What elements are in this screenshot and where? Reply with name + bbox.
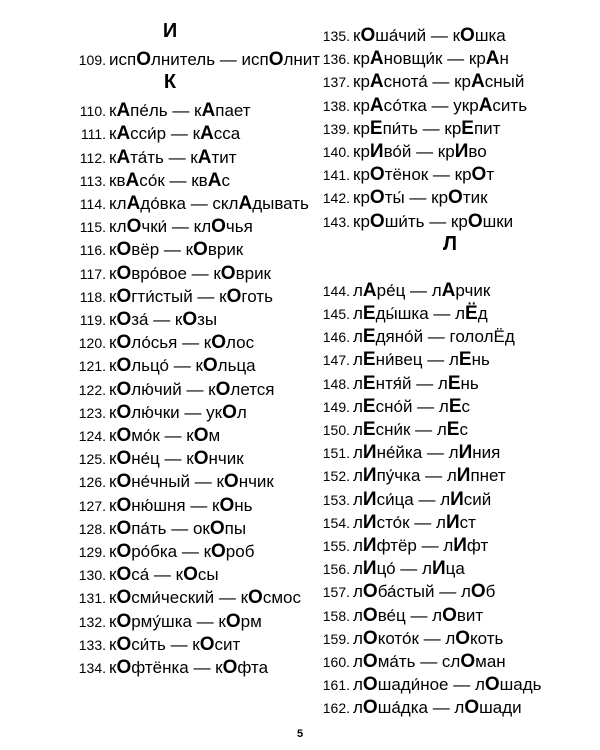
highlighted-letter: И (362, 488, 377, 510)
highlighted-letter: О (126, 216, 142, 238)
highlighted-letter: О (116, 239, 132, 261)
word-pair-entry (318, 372, 479, 396)
word-pair-entry (74, 122, 240, 146)
word-pair-text: кОрму́шка — кОрм (109, 610, 262, 632)
word-pair-text: лОба́стый — лОб (353, 581, 496, 603)
word-pair-entry (318, 650, 506, 674)
word-pair-entry (318, 464, 506, 488)
word-pair-text: лЕсни́к — лЕс (353, 419, 468, 440)
highlighted-letter: О (193, 425, 209, 446)
entry-number: 149. (322, 398, 350, 415)
highlighted-letter: О (467, 210, 483, 232)
word-pair-entry (318, 534, 488, 558)
entry-number: 114. (79, 196, 106, 212)
word-pair-text: лЕнтя́й — лЕнь (353, 372, 479, 394)
highlighted-letter: О (116, 425, 132, 446)
highlighted-letter: А (126, 193, 141, 214)
highlighted-letter: О (116, 517, 132, 539)
highlighted-letter: И (362, 558, 377, 580)
highlighted-letter: О (226, 285, 242, 307)
word-pair-entry (74, 146, 237, 170)
word-pair-text: крОты́ — крОтик (353, 187, 488, 209)
word-pair-entry (318, 302, 488, 326)
entry-number: 136. (322, 51, 350, 68)
highlighted-letter: Е (447, 372, 461, 394)
entry-number: 148. (322, 375, 350, 392)
highlighted-letter: О (116, 401, 132, 423)
highlighted-letter: О (116, 471, 132, 493)
highlighted-letter: О (460, 25, 475, 46)
highlighted-letter: О (116, 657, 132, 678)
entry-number: 157. (322, 584, 350, 601)
word-pair-entry (74, 262, 271, 286)
word-pair-text: кОвро́вое — кОврик (109, 262, 271, 284)
highlighted-letter: Е (362, 419, 376, 440)
highlighted-letter: О (183, 564, 198, 586)
highlighted-letter: О (219, 494, 235, 516)
word-pair-entry (318, 325, 515, 349)
entry-number: 125. (78, 451, 106, 468)
highlighted-letter: О (369, 187, 385, 209)
word-pair-entry (318, 279, 490, 303)
entry-number: 140. (322, 144, 350, 160)
word-pair-text: лИпу́чка — лИпнет (353, 465, 506, 487)
word-pair-text: кОси́ть — кОсит (109, 633, 241, 655)
entry-number: 111. (80, 126, 106, 143)
highlighted-letter: О (116, 541, 132, 562)
word-pair-entry (74, 331, 254, 355)
word-pair-entry (74, 656, 268, 680)
word-pair-text: лОша́дка — лОшади (353, 697, 522, 719)
highlighted-letter: И (369, 141, 384, 162)
word-pair-entry (74, 99, 251, 123)
entry-number: 135. (322, 28, 350, 44)
highlighted-letter: О (116, 262, 132, 284)
entry-number: 117. (79, 265, 106, 282)
word-pair-text: кОло́сья — кОлос (109, 332, 255, 354)
word-pair-entry (318, 163, 494, 187)
word-pair-text: лЕсно́й — лЕс (353, 395, 471, 417)
highlighted-letter: О (182, 309, 198, 330)
highlighted-letter: И (453, 535, 467, 556)
highlighted-letter: О (442, 604, 457, 626)
word-pair-entry (318, 24, 506, 48)
word-pair-entry (74, 169, 230, 193)
highlighted-letter: А (116, 146, 131, 168)
entry-number: 119. (79, 312, 106, 328)
word-pair-text: клАдо́вка — склАдывать (109, 193, 309, 214)
highlighted-letter: О (369, 210, 385, 232)
highlighted-letter: Ё (465, 303, 478, 324)
entry-number: 152. (322, 468, 350, 485)
entry-number: 126. (78, 474, 106, 491)
entry-number: 142. (322, 190, 350, 207)
highlighted-letter: О (362, 581, 378, 603)
word-pair-entry (74, 48, 320, 72)
entry-number: 162. (322, 700, 350, 717)
highlighted-letter: О (220, 262, 236, 284)
highlighted-letter: И (445, 511, 460, 533)
highlighted-letter: О (116, 309, 132, 330)
entry-number: 160. (322, 654, 350, 670)
highlighted-letter: О (136, 49, 151, 70)
word-pair-entry (318, 140, 487, 164)
highlighted-letter: О (455, 627, 471, 649)
word-pair-entry (74, 633, 240, 657)
highlighted-letter: О (225, 610, 241, 632)
highlighted-letter: О (362, 697, 378, 719)
highlighted-letter: А (369, 71, 384, 93)
highlighted-letter: О (199, 633, 215, 655)
word-pair-entry (318, 604, 483, 628)
page-number: 5 (296, 728, 304, 740)
highlighted-letter: О (211, 541, 226, 562)
word-pair-entry (318, 441, 500, 465)
word-pair-entry (318, 70, 524, 94)
word-pair-text: крАснота́ — крАсный (353, 71, 525, 93)
highlighted-letter: Е (362, 395, 376, 417)
highlighted-letter: О (222, 401, 237, 423)
word-pair-text: лЕды́шка — лЁд (353, 303, 488, 324)
highlighted-letter: О (211, 216, 226, 238)
word-pair-entry (74, 610, 262, 634)
word-pair-text: кОро́бка — кОроб (109, 541, 255, 562)
word-pair-entry (74, 401, 247, 425)
section-letter-header: И (162, 20, 178, 42)
entry-number: 128. (78, 520, 106, 537)
word-pair-entry (74, 238, 243, 262)
word-pair-entry (74, 424, 220, 448)
word-pair-text: лАре́ц — лАрчик (353, 279, 491, 301)
word-pair-entry (74, 192, 309, 216)
entry-number: 145. (322, 306, 350, 322)
entry-number: 134. (78, 660, 106, 676)
highlighted-letter: А (238, 193, 253, 214)
word-pair-entry (318, 511, 476, 535)
highlighted-letter: О (116, 494, 132, 516)
entry-number: 112. (79, 149, 106, 166)
word-pair-text: кОза́ — кОзы (109, 309, 218, 330)
word-pair-text: кАпе́ль — кАпает (109, 100, 251, 122)
entry-number: 121. (78, 358, 106, 375)
entry-number: 132. (78, 613, 106, 630)
entry-number: 137. (322, 74, 350, 91)
word-pair-text: лИфтёр — лИфт (353, 535, 489, 556)
highlighted-letter: О (362, 627, 378, 649)
word-pair-text: лЕдяно́й — гололЁд (353, 326, 515, 348)
word-pair-text: крОши́ть — крОшки (353, 210, 514, 232)
entry-number: 153. (322, 491, 350, 508)
word-pair-entry (318, 210, 513, 234)
entry-number: 110. (79, 103, 106, 120)
word-pair-text: кАсси́р — кАсса (109, 123, 241, 145)
highlighted-letter: О (211, 332, 227, 354)
word-pair-text: лОма́ть — слОман (353, 651, 506, 672)
word-pair-text: кОпа́ть — окОпы (109, 517, 247, 539)
highlighted-letter: Е (448, 395, 462, 417)
highlighted-letter: А (200, 123, 214, 145)
word-pair-entry (74, 285, 273, 309)
word-pair-text: лОкото́к — лОкоть (353, 627, 504, 649)
highlighted-letter: А (116, 123, 131, 145)
entry-number: 127. (78, 497, 106, 514)
entry-number: 159. (322, 630, 350, 647)
highlighted-letter: О (460, 651, 476, 672)
entry-number: 131. (78, 590, 106, 607)
highlighted-letter: Е (362, 326, 376, 348)
word-pair-entry (318, 580, 495, 604)
section-letter-header: Л (442, 232, 458, 255)
entry-number: 154. (322, 514, 350, 531)
highlighted-letter: О (116, 332, 132, 354)
word-pair-text: квАсо́к — квАс (109, 169, 230, 191)
highlighted-letter: И (362, 511, 377, 533)
word-pair-entry (318, 696, 522, 720)
entry-number: 129. (78, 544, 106, 560)
highlighted-letter: О (268, 49, 284, 70)
word-pair-text: кОлю́чий — кОлется (109, 378, 275, 400)
word-pair-entry (74, 540, 254, 564)
word-pair-text: кОфтёнка — кОфта (109, 657, 269, 678)
entry-number: 130. (78, 567, 106, 584)
word-pair-text: лЕни́вец — лЕнь (353, 349, 490, 371)
word-pair-text: клОчки́ — клОчья (109, 216, 253, 238)
word-pair-entry (74, 517, 246, 541)
word-pair-text: лИцо́ — лИца (353, 558, 465, 580)
word-pair-entry (74, 494, 253, 518)
word-pair-text: кОсми́ческий — кОсмос (109, 587, 301, 609)
entry-number: 144. (322, 282, 350, 299)
highlighted-letter: А (369, 48, 384, 70)
word-pair-entry (74, 447, 244, 471)
highlighted-letter: О (116, 378, 132, 400)
highlighted-letter: А (471, 71, 485, 93)
highlighted-letter: О (369, 164, 385, 186)
word-pair-text: кОмо́к — кОм (109, 425, 221, 446)
highlighted-letter: И (362, 442, 377, 464)
highlighted-letter: О (448, 187, 463, 209)
entry-number: 150. (322, 422, 350, 438)
highlighted-letter: А (201, 100, 216, 122)
entry-number: 143. (322, 213, 350, 230)
highlighted-letter: А (478, 94, 493, 116)
word-pair-entry (318, 673, 542, 697)
word-pair-entry (318, 395, 470, 419)
highlighted-letter: О (116, 633, 132, 655)
highlighted-letter: О (116, 610, 132, 632)
word-pair-text: лИне́йка — лИния (353, 442, 501, 464)
highlighted-letter: О (222, 657, 238, 678)
word-pair-entry (74, 354, 256, 378)
highlighted-letter: О (464, 697, 480, 719)
word-pair-entry (74, 470, 274, 494)
highlighted-letter: О (193, 448, 209, 470)
highlighted-letter: О (116, 564, 132, 586)
right-column (300, 0, 590, 720)
entry-number: 133. (78, 636, 106, 653)
highlighted-letter: А (441, 279, 456, 301)
entry-number: 155. (322, 538, 350, 554)
highlighted-letter: О (471, 164, 487, 186)
highlighted-letter: А (485, 48, 500, 70)
word-pair-text: испОлнитель — испОлнит (109, 49, 321, 70)
highlighted-letter: И (456, 465, 471, 487)
highlighted-letter: А (116, 100, 131, 122)
highlighted-letter: И (450, 488, 464, 510)
word-pair-entry (318, 47, 509, 71)
entry-number: 116. (79, 242, 106, 259)
highlighted-letter: О (209, 517, 225, 539)
highlighted-letter: О (116, 355, 132, 377)
word-pair-entry (74, 308, 217, 332)
highlighted-letter: О (223, 471, 239, 493)
word-pair-text: крЕпи́ть — крЕпит (353, 117, 501, 139)
entry-number: 118. (79, 288, 106, 305)
entry-number: 146. (322, 329, 350, 346)
highlighted-letter: И (431, 558, 446, 580)
highlighted-letter: А (207, 169, 222, 191)
word-pair-text: кОне́чный — кОнчик (109, 471, 274, 493)
highlighted-letter: О (215, 378, 231, 400)
highlighted-letter: Е (362, 349, 376, 371)
highlighted-letter: И (454, 141, 469, 162)
highlighted-letter: О (484, 674, 500, 696)
highlighted-letter: О (116, 587, 132, 609)
word-pair-text: кОню́шня — кОнь (109, 494, 253, 516)
word-pair-text: крОтёнок — крОт (353, 164, 495, 186)
highlighted-letter: Е (362, 303, 376, 324)
highlighted-letter: О (193, 239, 208, 261)
word-pair-entry (318, 488, 491, 512)
highlighted-letter: И (362, 535, 377, 556)
word-pair-text: кАта́ть — кАтит (109, 146, 237, 168)
word-pair-entry (74, 563, 219, 587)
highlighted-letter: О (116, 448, 132, 470)
highlighted-letter: Е (458, 349, 472, 371)
entry-number: 151. (322, 445, 350, 462)
highlighted-letter: О (470, 581, 486, 603)
entry-number: 123. (78, 404, 106, 421)
highlighted-letter: И (458, 442, 473, 464)
highlighted-letter: О (362, 674, 378, 696)
highlighted-letter: О (202, 355, 218, 377)
entry-number: 115. (79, 219, 106, 236)
word-pair-text: кОлю́чки — укОл (109, 401, 247, 423)
word-pair-text: крАновщи́к — крАн (353, 48, 509, 70)
highlighted-letter: Е (362, 372, 376, 394)
word-pair-entry (318, 627, 503, 651)
word-pair-text: лОве́ц — лОвит (353, 604, 484, 626)
entry-number: 141. (322, 167, 350, 184)
highlighted-letter: О (362, 604, 378, 626)
highlighted-letter: Е (446, 419, 460, 440)
word-pair-entry (318, 348, 490, 372)
highlighted-letter: А (362, 279, 377, 301)
entry-number: 156. (322, 561, 350, 578)
entry-number: 139. (322, 120, 350, 137)
entry-number: 147. (322, 352, 350, 369)
entry-number: 122. (78, 381, 106, 398)
highlighted-letter: А (125, 169, 140, 191)
word-pair-text: кОне́ц — кОнчик (109, 448, 244, 470)
word-pair-entry (74, 586, 301, 610)
entry-number: 109. (78, 52, 106, 68)
word-pair-entry (318, 557, 465, 581)
word-pair-text: кОвёр — кОврик (109, 239, 244, 261)
highlighted-letter: Е (369, 117, 383, 139)
highlighted-letter: О (362, 651, 378, 672)
word-pair-entry (318, 94, 527, 118)
word-pair-entry (74, 378, 275, 402)
word-pair-entry (318, 418, 468, 442)
word-pair-text: крИво́й — крИво (353, 141, 487, 162)
section-letter-header: К (163, 71, 177, 94)
entry-number: 120. (78, 335, 106, 352)
word-pair-text: кОша́чий — кОшка (353, 25, 506, 46)
word-pair-text: лИси́ца — лИсий (353, 488, 492, 510)
entry-number: 124. (78, 428, 106, 444)
entry-number: 138. (322, 97, 350, 114)
entry-number: 161. (322, 677, 350, 694)
highlighted-letter: А (369, 94, 384, 116)
word-pair-text: лИсто́к — лИст (353, 511, 476, 533)
entry-number: 113. (79, 172, 106, 189)
entry-number: 158. (322, 607, 350, 624)
word-pair-entry (318, 117, 500, 141)
word-pair-text: лОшади́ное — лОшадь (353, 674, 542, 696)
highlighted-letter: О (360, 25, 376, 46)
highlighted-letter: Е (461, 117, 474, 139)
word-pair-text: крАсо́тка — укрАсить (353, 94, 528, 116)
highlighted-letter: О (116, 285, 132, 307)
word-pair-text: кОса́ — кОсы (109, 564, 219, 586)
word-pair-text: кОгти́стый — кОготь (109, 285, 273, 307)
word-pair-entry (74, 215, 253, 239)
highlighted-letter: О (248, 587, 263, 609)
highlighted-letter: И (362, 465, 377, 487)
word-pair-entry (318, 186, 488, 210)
word-pair-text: кОльцо́ — кОльца (109, 355, 256, 377)
highlighted-letter: А (197, 146, 212, 168)
